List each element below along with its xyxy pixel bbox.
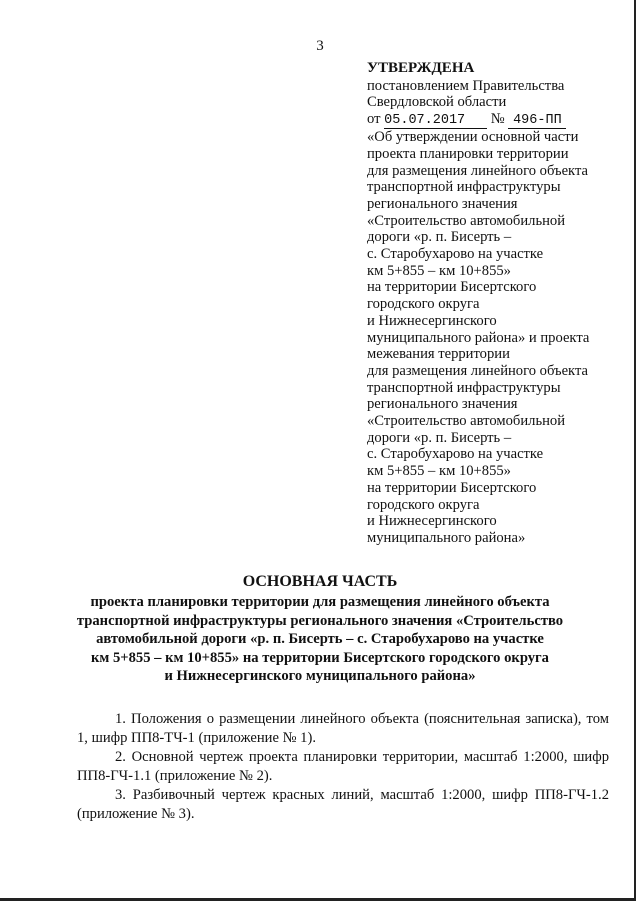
list-item: 2. Основной чертеж проекта планировки территории, масштаб 1:2000, шифр ПП8-ГЧ-1.1 (приложение № 2). xyxy=(77,749,609,784)
approval-line: с. Старобухарово на участке xyxy=(367,446,544,463)
approval-line: дороги «р. п. Бисерть – xyxy=(367,429,512,446)
approval-date: 05.07.2017 xyxy=(384,114,487,129)
approval-line: межевания территории xyxy=(367,346,510,363)
page-number: 3 xyxy=(316,38,324,54)
approval-line: «Строительство автомобильной xyxy=(367,212,566,229)
approval-line: постановлением Правительства xyxy=(367,77,565,94)
list-item: 1. Положения о размещении линейного объекта (пояснительная записка), том 1, шифр ПП8-ТЧ-1 (приложение № 1). xyxy=(77,711,609,746)
approval-line: и Нижнесергинского xyxy=(367,312,497,329)
approval-line: городского округа xyxy=(367,296,480,313)
approval-line: «Об утверждении основной части xyxy=(367,129,579,146)
approval-line: для размещения линейного объекта xyxy=(367,362,588,379)
approval-date-line xyxy=(367,111,629,129)
approval-line: для размещения линейного объекта xyxy=(367,162,588,179)
date-prefix: от xyxy=(367,111,381,128)
approval-line: транспортной инфраструктуры xyxy=(367,379,561,396)
approval-line: дороги «р. п. Бисерть – xyxy=(367,229,512,246)
subtitle-line: км 5+855 – км 10+855» на территории Бисертского городского округа xyxy=(91,649,549,666)
approval-line: и Нижнесергинского xyxy=(367,513,497,530)
approval-line: муниципального района» xyxy=(367,529,526,546)
approval-line: км 5+855 – км 10+855» xyxy=(367,262,511,279)
approval-line: муниципального района» и проекта xyxy=(367,329,590,346)
items-list xyxy=(77,710,609,824)
approval-line: транспортной инфраструктуры xyxy=(367,179,561,196)
approval-line: км 5+855 – км 10+855» xyxy=(367,463,511,480)
number-sign: № xyxy=(490,111,505,128)
subtitle-line: проекта планировки территории для размещения линейного объекта xyxy=(90,594,550,610)
approval-line: на территории Бисертского xyxy=(367,479,537,496)
approval-line: на территории Бисертского xyxy=(367,279,537,296)
approval-number: 496-ПП xyxy=(508,114,566,129)
list-item: 3. Разбивочный чертеж красных линий, масштаб 1:2000, шифр ПП8-ГЧ-1.2 (приложение № 3). xyxy=(77,787,609,822)
subtitle-line: транспортной инфраструктуры регионального значения «Строительство xyxy=(76,612,564,629)
subtitle-line: автомобильной дороги «р. п. Бисерть – с. Старобухарово на участке xyxy=(96,631,544,647)
approval-line: проекта планировки территории xyxy=(367,145,569,162)
approval-line: городского округа xyxy=(367,496,480,513)
approval-line: регионального значения xyxy=(367,396,518,413)
approval-line: Свердловской области xyxy=(367,94,507,111)
approval-line: регионального значения xyxy=(367,195,518,212)
approval-line: «Строительство автомобильной xyxy=(367,413,566,430)
main-title: ОСНОВНАЯ ЧАСТЬ xyxy=(242,573,398,590)
approval-line: с. Старобухарово на участке xyxy=(367,246,544,263)
subtitle xyxy=(60,593,580,686)
approval-heading: УТВЕРЖДЕНА xyxy=(367,60,475,76)
approval-block xyxy=(367,60,629,547)
subtitle-line: и Нижнесергинского муниципального района» xyxy=(164,668,476,684)
